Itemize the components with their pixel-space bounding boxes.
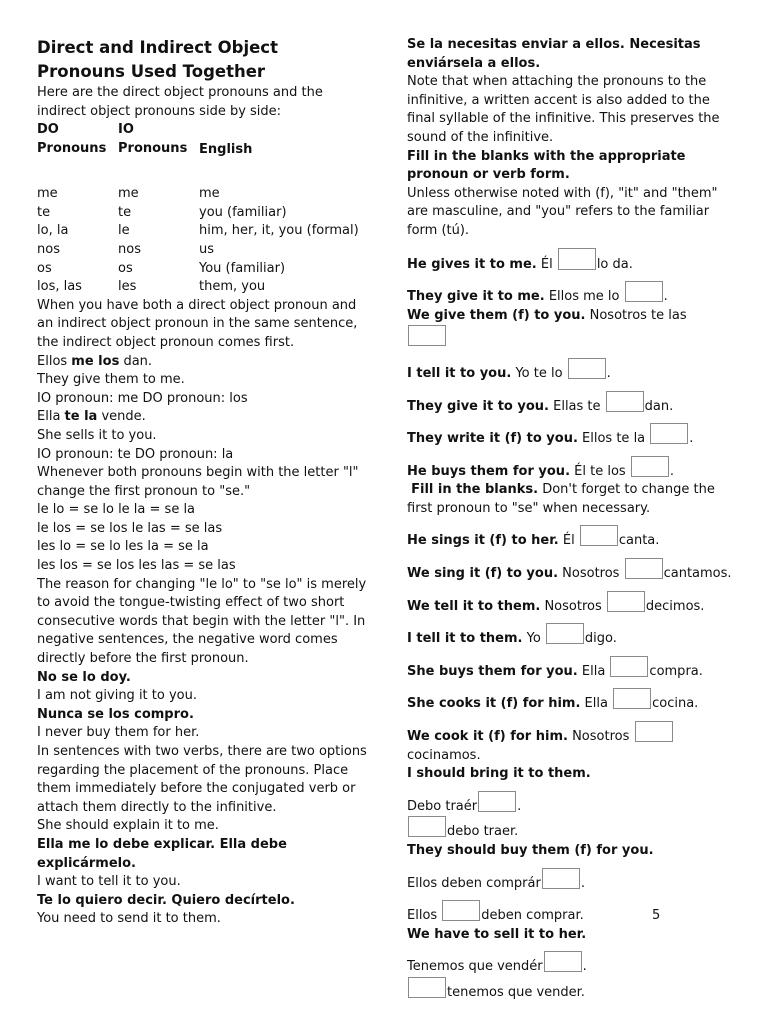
- exercise-item: He gives it to me. Él lo da.: [407, 248, 737, 275]
- exercise-item: He sings it (f) to her. Él canta.: [407, 525, 737, 551]
- table-cell: los, las: [37, 279, 82, 295]
- table-cell: les: [118, 279, 137, 295]
- answer-blank[interactable]: [606, 391, 644, 412]
- paragraph-reason: The reason for changing "le lo" to "se lo" is merely to avoid the tongue-twisting effect of two short consecutive words that begin with the letter "l". In negative sentences, the negative word comes directly before the first pronoun.: [37, 576, 367, 667]
- table-row: [37, 222, 367, 241]
- table-cell: le: [118, 223, 130, 239]
- exercise-prompt: We have to sell it to her.: [407, 926, 587, 942]
- example-spanish: Ellos me los dan.: [37, 353, 153, 369]
- table-cell: te: [118, 204, 132, 220]
- example-english: I want to tell it to you.: [37, 874, 181, 890]
- table-row: [37, 204, 367, 223]
- example-english: She sells it to you.: [37, 427, 157, 443]
- exercise-item: Tenemos que vendér .: [407, 951, 737, 977]
- table-cell: you (familiar): [199, 204, 287, 220]
- example-english: They give them to me.: [37, 372, 185, 388]
- table-cell: os: [37, 260, 52, 276]
- paragraph-order: When you have both a direct object pronoun and an indirect object pronoun in the same sentence, the indirect object pronoun comes first.: [37, 297, 358, 350]
- answer-blank[interactable]: [610, 656, 648, 677]
- accent-note: Note that when attaching the pronouns to the infinitive, a written accent is also added to the final syllable of the infinitive. This preserves the sound of the infinitive.: [407, 74, 720, 145]
- exercise-item: We tell it to them. Nosotros decimos.: [407, 591, 737, 617]
- example-spanish: Ella me lo debe explicar. Ella debe explicármelo.: [37, 836, 287, 871]
- answer-blank[interactable]: [613, 688, 651, 709]
- table-cell: You (familiar): [199, 260, 286, 276]
- right-column: [407, 36, 737, 1003]
- example-spanish: No se lo doy.: [37, 669, 131, 685]
- answer-blank[interactable]: [635, 721, 673, 742]
- exercise-item: I tell it to them. Yo digo.: [407, 623, 737, 649]
- answer-blank[interactable]: [546, 623, 584, 644]
- pronoun-table: [37, 121, 367, 297]
- table-row: [37, 278, 367, 297]
- exercise-instructions: Fill in the blanks with the appropriate pronoun or verb form.: [407, 148, 686, 183]
- table-cell: me: [37, 186, 58, 202]
- answer-blank[interactable]: [408, 977, 446, 998]
- intro-text: Here are the direct object pronouns and the indirect object pronouns side by side:: [37, 85, 323, 119]
- example-english: I am not giving it to you.: [37, 688, 197, 704]
- table-cell: nos: [118, 241, 141, 257]
- page-number: 5: [652, 908, 661, 923]
- example-english: She should explain it to me.: [37, 818, 219, 834]
- table-cell: us: [199, 241, 215, 257]
- exercise-item: Ellos deben comprár .: [407, 868, 737, 894]
- table-header-row: [37, 121, 367, 185]
- example-spanish: Se la necesitas enviar a ellos. Necesitas enviársela a ellos.: [407, 37, 701, 71]
- exercise-item: We cook it (f) for him. Nosotros cocinamos.: [407, 721, 737, 765]
- answer-blank[interactable]: [631, 456, 669, 477]
- left-column: [37, 36, 367, 929]
- answer-blank[interactable]: [542, 868, 580, 889]
- answer-blank[interactable]: [408, 816, 446, 837]
- exercise-item: They give it to you. Ellas te dan.: [407, 391, 737, 417]
- answer-blank[interactable]: [558, 248, 596, 270]
- table-row: [37, 185, 367, 204]
- exercise-item: tenemos que vender.: [407, 977, 737, 1003]
- table-cell: him, her, it, you (formal): [199, 223, 359, 239]
- table-cell: os: [118, 260, 133, 276]
- rule-line: les los = se los les las = se las: [37, 558, 236, 574]
- answer-blank[interactable]: [607, 591, 645, 612]
- example-spanish: Nunca se los compro.: [37, 706, 194, 722]
- exercise-item: She buys them for you. Ella compra.: [407, 656, 737, 682]
- example-note: IO pronoun: te DO pronoun: la: [37, 446, 234, 462]
- answer-blank[interactable]: [544, 951, 582, 972]
- exercise-prompt: I should bring it to them.: [407, 766, 591, 782]
- exercise-item: He buys them for you. Él te los .: [407, 456, 737, 482]
- answer-blank[interactable]: [580, 525, 618, 546]
- paragraph-se-rule: Whenever both pronouns begin with the letter "l" change the first pronoun to "se.": [37, 465, 359, 499]
- example-english: I never buy them for her.: [37, 725, 200, 741]
- exercise-note: Unless otherwise noted with (f), "it" and "them" are masculine, and "you" refers to the familiar form (tú).: [407, 185, 718, 238]
- exercise-item: They give it to me. Ellos me lo .: [407, 281, 737, 307]
- example-english: You need to send it to them.: [37, 911, 221, 927]
- answer-blank[interactable]: [625, 558, 663, 579]
- page-title: Direct and Indirect Object Pronouns Used Together: [37, 38, 278, 81]
- answer-blank[interactable]: [408, 325, 446, 346]
- answer-blank[interactable]: [568, 358, 606, 379]
- rule-line: les lo = se lo les la = se la: [37, 539, 209, 555]
- table-cell: me: [118, 186, 139, 202]
- exercise-item: We give them (f) to you. Nosotros te las: [407, 307, 737, 351]
- exercise-item: I tell it to you. Yo te lo .: [407, 358, 737, 384]
- table-cell: me: [199, 186, 220, 202]
- table-cell: them, you: [199, 279, 266, 295]
- answer-blank[interactable]: [650, 423, 688, 444]
- rule-line: le los = se los le las = se las: [37, 520, 223, 536]
- table-cell: lo, la: [37, 223, 69, 239]
- table-row: [37, 260, 367, 279]
- answer-blank[interactable]: [625, 281, 663, 302]
- answer-blank[interactable]: [478, 791, 516, 812]
- example-note: IO pronoun: me DO pronoun: los: [37, 390, 248, 406]
- exercise-instructions: Fill in the blanks. Don't forget to change the first pronoun to "se" when necessary.: [407, 482, 715, 516]
- table-header-do: DO Pronouns: [37, 122, 107, 156]
- paragraph-two-verbs: In sentences with two verbs, there are two options regarding the placement of the pronouns. Place them immediately before the conjugated verb or attach them directly to the infinitive.: [37, 744, 367, 815]
- rule-line: le lo = se lo le la = se la: [37, 502, 196, 518]
- table-header-english: English: [199, 141, 253, 157]
- exercise-item: debo traer.: [407, 816, 737, 842]
- example-spanish: Ella te la vende.: [37, 409, 146, 425]
- exercise-item: Ellos deben comprar.: [407, 900, 737, 926]
- table-row: [37, 241, 367, 260]
- exercise-item: Debo traér .: [407, 791, 737, 817]
- exercise-item: They write it (f) to you. Ellos te la .: [407, 423, 737, 449]
- table-cell: nos: [37, 241, 60, 257]
- answer-blank[interactable]: [442, 900, 480, 921]
- example-spanish: Te lo quiero decir. Quiero decírtelo.: [37, 892, 295, 908]
- exercise-item: She cooks it (f) for him. Ella cocina.: [407, 688, 737, 714]
- exercise-item: We sing it (f) to you. Nosotros cantamos.: [407, 558, 737, 584]
- table-cell: te: [37, 204, 51, 220]
- exercise-prompt: They should buy them (f) for you.: [407, 843, 654, 858]
- table-header-io: IO Pronouns: [118, 122, 188, 156]
